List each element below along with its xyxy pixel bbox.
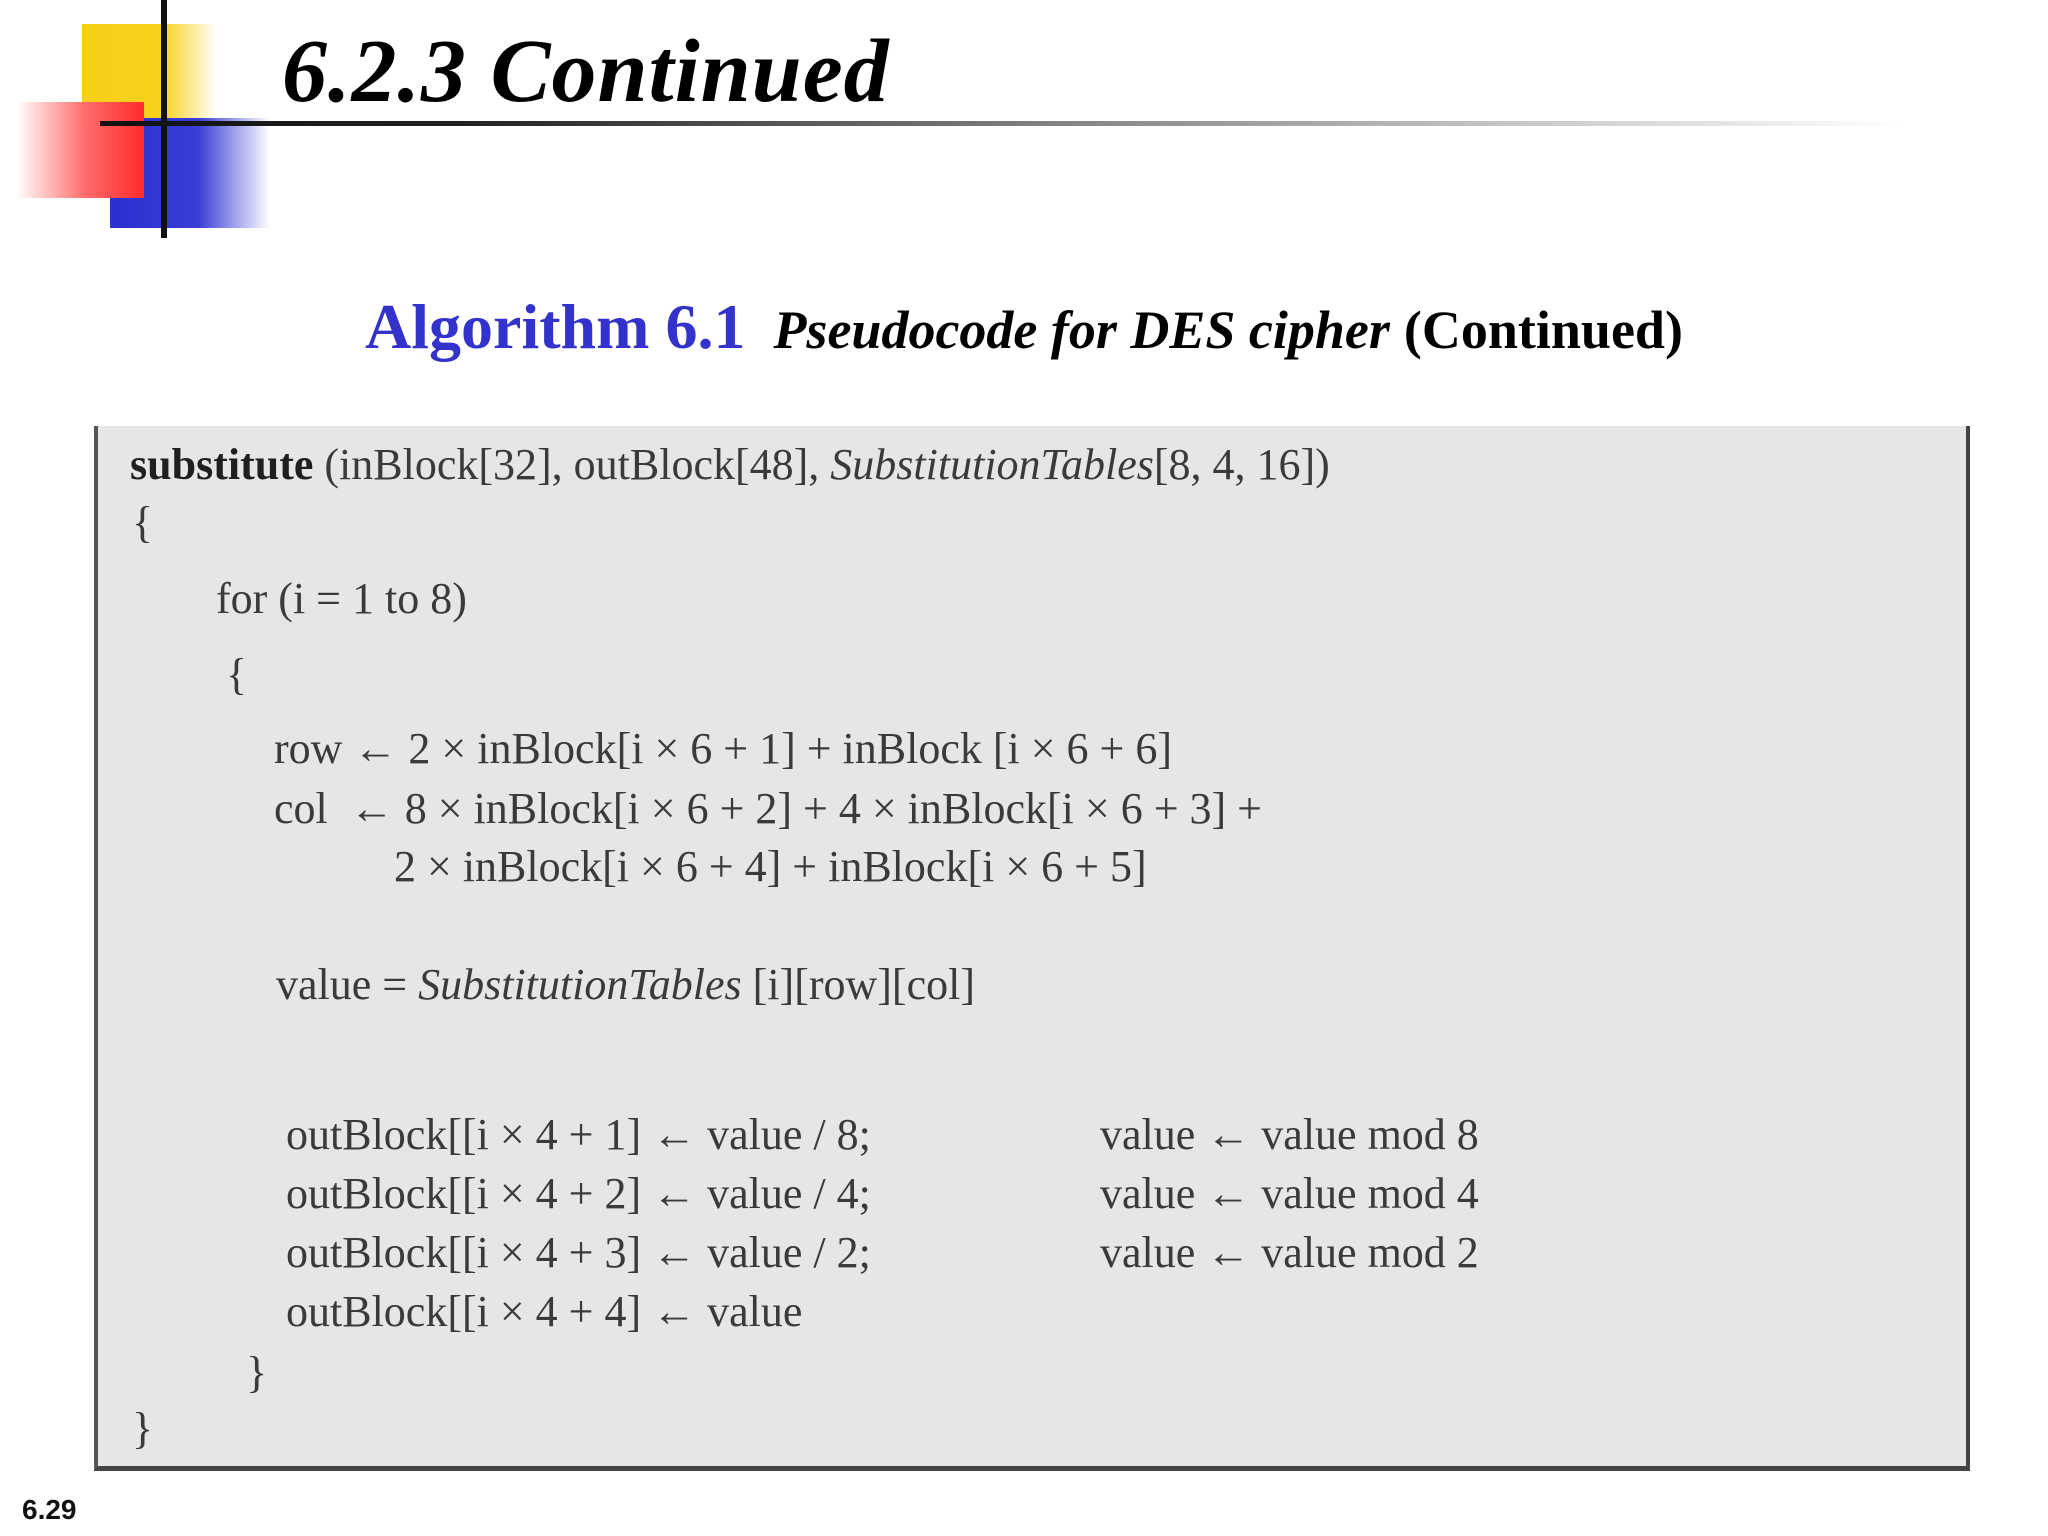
logo-red-square <box>16 102 144 198</box>
slide-title: 6.2.3 Continued <box>282 22 890 121</box>
slide-logo <box>0 0 300 240</box>
algorithm-heading <box>0 290 2048 364</box>
code-line-col-1: col ← 8 × inBlock[i × 6 + 2] + 4 × inBlock[i × 6 + 3] + <box>274 784 1262 833</box>
algorithm-number: Algorithm 6.1 <box>365 291 746 362</box>
page-number: 6.29 <box>22 1494 77 1525</box>
code-line-mod-1: value ← value mod 8 <box>1100 1110 1479 1159</box>
function-name: substitute <box>130 440 314 489</box>
code-line-mod-2: value ← value mod 4 <box>1100 1169 1479 1218</box>
code-line-signature <box>130 440 1330 490</box>
value-suffix: [i][row][col] <box>741 960 975 1009</box>
code-close-brace-inner: } <box>246 1348 268 1397</box>
value-tables: SubstitutionTables <box>418 960 742 1009</box>
code-close-brace-outer: } <box>132 1404 154 1453</box>
code-line-out-3: outBlock[[i × 4 + 3] ← value / 2; <box>286 1228 871 1277</box>
code-line-value <box>276 960 975 1010</box>
code-line-out-1: outBlock[[i × 4 + 1] ← value / 8; <box>286 1110 871 1159</box>
function-args-a: (inBlock[32], outBlock[48], <box>313 440 831 489</box>
logo-vertical-line <box>161 0 167 238</box>
code-line-out-2: outBlock[[i × 4 + 2] ← value / 4; <box>286 1169 871 1218</box>
code-line-for: for (i = 1 to 8) <box>216 574 467 623</box>
value-prefix: value = <box>276 960 419 1009</box>
pseudocode-box <box>94 426 1970 1471</box>
code-line-mod-3: value ← value mod 2 <box>1100 1228 1479 1277</box>
algorithm-subtitle: Pseudocode for DES cipher <box>773 300 1390 360</box>
algorithm-continued: (Continued) <box>1403 300 1683 360</box>
code-line-col-2: 2 × inBlock[i × 6 + 4] + inBlock[i × 6 + 5] <box>394 842 1147 891</box>
code-line-out-4: outBlock[[i × 4 + 4] ← value <box>286 1287 803 1336</box>
code-open-brace-outer: { <box>132 498 154 547</box>
code-line-row: row ← 2 × inBlock[i × 6 + 1] + inBlock [i × 6 + 6] <box>274 724 1173 773</box>
function-args-b: [8, 4, 16]) <box>1153 440 1330 489</box>
function-args-tables: SubstitutionTables <box>830 440 1154 489</box>
code-open-brace-inner: { <box>226 650 248 699</box>
